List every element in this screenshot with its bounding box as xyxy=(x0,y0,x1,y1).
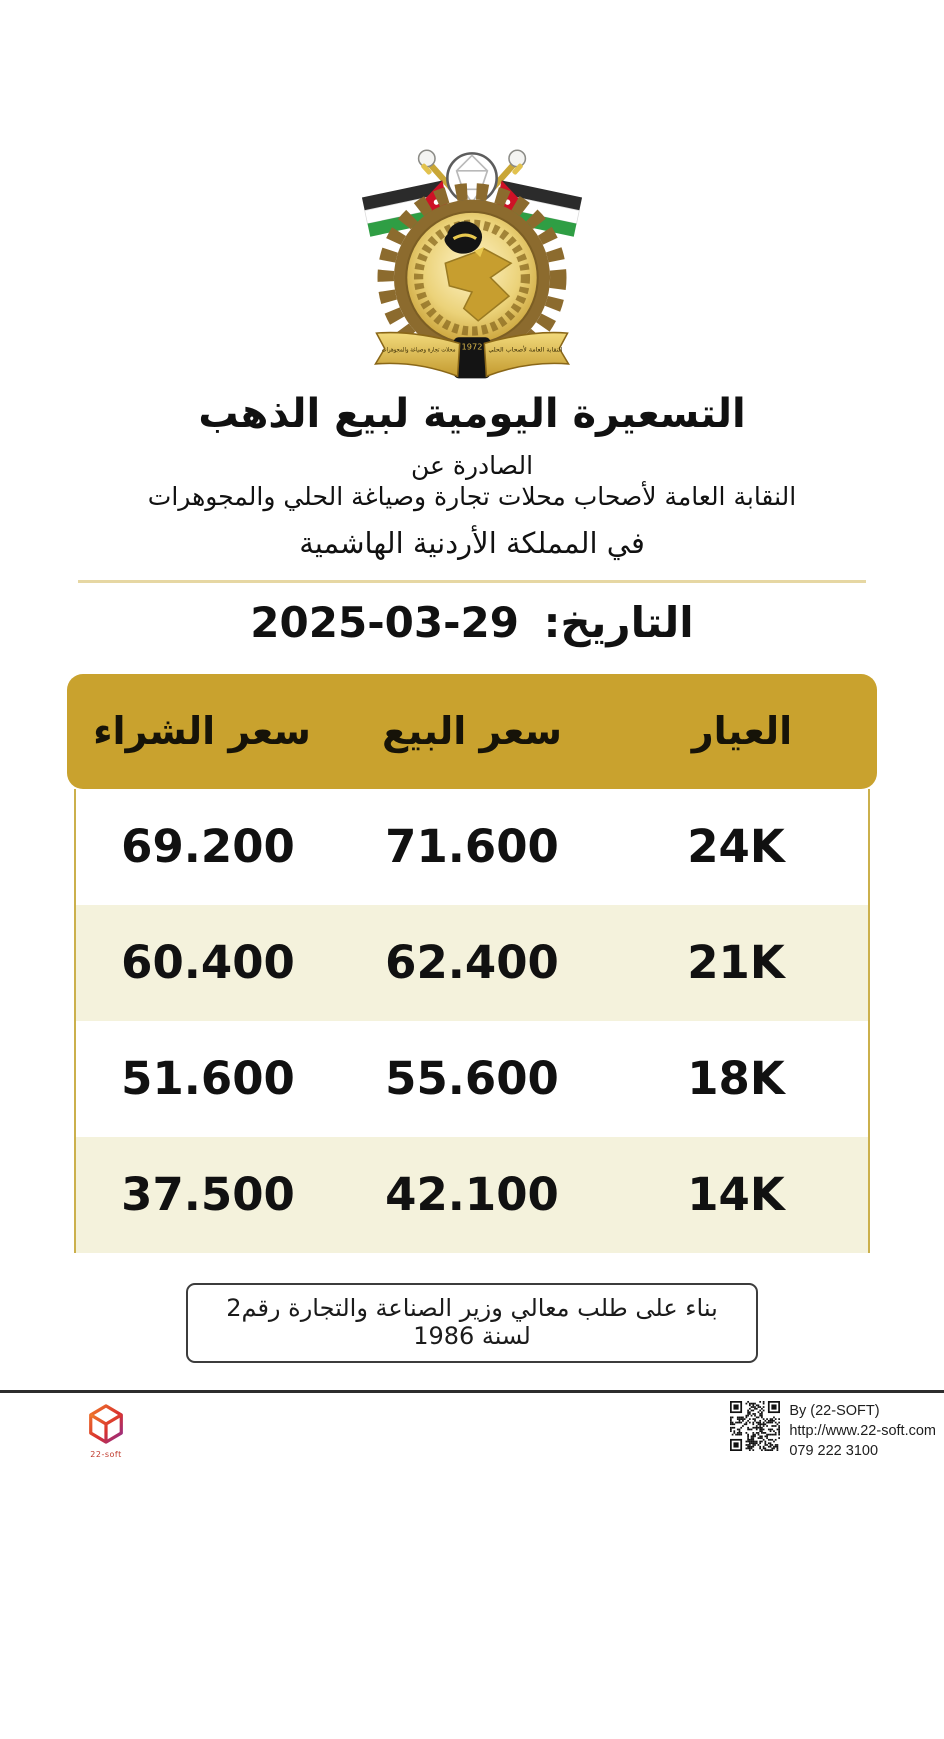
qr-code xyxy=(730,1401,780,1451)
date-value: 29-03-2025 xyxy=(250,597,519,647)
brand-label: 22-soft xyxy=(90,1449,122,1459)
credit-text xyxy=(789,1401,936,1462)
gold-divider xyxy=(78,580,866,583)
buy-price-value: 69.200 xyxy=(121,820,295,874)
karat-value: 14K xyxy=(687,1168,785,1222)
buy-price-value: 51.600 xyxy=(121,1052,295,1106)
gold-price-flyer xyxy=(0,140,944,1739)
issued-by-label: الصادرة عن xyxy=(410,450,534,480)
sell-price-value: 71.600 xyxy=(385,820,559,874)
footer xyxy=(0,1393,944,1523)
header-karat: العيار xyxy=(691,709,793,754)
page-title: التسعيرة اليومية لبيع الذهب xyxy=(198,390,746,437)
sell-price-value: 62.400 xyxy=(385,936,559,990)
table-body xyxy=(74,789,870,1253)
table-row xyxy=(76,1021,868,1137)
credit-block xyxy=(730,1401,936,1462)
buy-price-value: 60.400 xyxy=(121,936,295,990)
date-label: التاريخ: xyxy=(543,597,694,647)
table-row xyxy=(76,789,868,905)
established-year: 1972 xyxy=(461,341,483,352)
brand-logo xyxy=(82,1403,130,1459)
karat-value: 24K xyxy=(687,820,785,874)
table-row xyxy=(76,1137,868,1253)
table-header-row xyxy=(67,674,877,789)
syndicate-emblem xyxy=(359,140,585,387)
karat-value: 18K xyxy=(687,1052,785,1106)
date-line xyxy=(0,598,944,647)
table-row xyxy=(76,905,868,1021)
header-buy-price: سعر الشراء xyxy=(93,709,311,754)
issuer-line: النقابة العامة لأصحاب محلات تجارة وصياغة الحلي والمجوهرات xyxy=(147,481,797,511)
ribbon-left-text: محلات تجارة وصياغة والمجوهرات xyxy=(381,346,456,354)
buy-price-value: 37.500 xyxy=(121,1168,295,1222)
credit-by: By (22-SOFT) xyxy=(789,1402,880,1419)
credit-url: http://www.22-soft.com xyxy=(789,1422,936,1439)
karat-value: 21K xyxy=(687,936,785,990)
legal-note: بناء على طلب معالي وزير الصناعة والتجارة رقم2 لسنة 1986 xyxy=(186,1283,758,1363)
ribbon-right-text: النقابة العامة لأصحاب الحلي xyxy=(488,346,560,354)
kingdom-line: في المملكة الأردنية الهاشمية xyxy=(299,525,645,560)
header-sell-price: سعر البيع xyxy=(382,709,562,754)
diamond-icon xyxy=(447,153,496,202)
sell-price-value: 42.100 xyxy=(385,1168,559,1222)
credit-phone: 079 222 3100 xyxy=(789,1443,879,1460)
sell-price-value: 55.600 xyxy=(385,1052,559,1106)
cube-logo-icon xyxy=(86,1403,126,1445)
gold-price-table xyxy=(67,674,877,1253)
